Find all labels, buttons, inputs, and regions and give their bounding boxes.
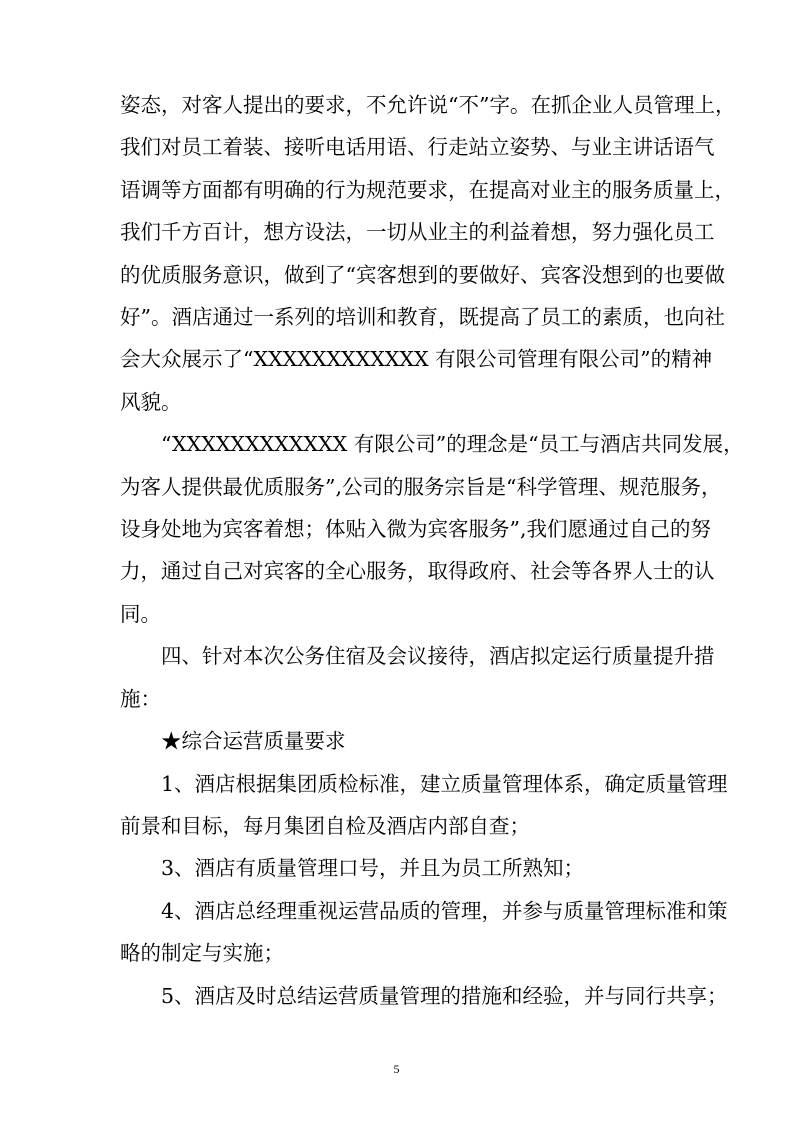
section-heading-quality-measures: [120, 635, 715, 720]
subheading-operations-quality: [120, 720, 676, 762]
paragraph-company-philosophy: [120, 423, 744, 635]
text-line: 的优质服务意识，做到了“宾客想到的要做好、宾客没想到的也要做: [120, 262, 725, 287]
text-line: 会大众展示了“XXXXXXXXXXXX 有限公司管理有限公司”的精神: [120, 347, 713, 372]
list-item-3: [120, 847, 676, 889]
text-line: 略的制定与实施；: [120, 941, 284, 966]
text-line: 5、酒店及时总结运营质量管理的措施和经验，并与同行共享；: [161, 983, 728, 1008]
text-line: 设身处地为宾客着想；体贴入微为宾客服务”,我们愿通过自己的努: [120, 517, 711, 542]
text-line: 我们对员工着装、接听电话用语、行走站立姿势、与业主讲话语气: [120, 135, 715, 160]
text-line: 好”。酒店通过一系列的培训和教育，既提高了员工的素质，也向社: [120, 305, 725, 330]
text-line: 力，通过自己对宾客的全心服务，取得政府、社会等各界人士的认: [120, 559, 715, 584]
text-line: 1、酒店根据集团质检标准，建立质量管理体系，确定质量管理: [161, 771, 728, 796]
list-item-1: [120, 763, 728, 848]
text-line: 四、针对本次公务住宿及会议接待，酒店拟定运行质量提升措: [161, 644, 715, 669]
text-line: 风貌。: [120, 389, 182, 414]
page-number: 5: [393, 1062, 400, 1076]
text-line: 施：: [120, 686, 161, 711]
text-line: 姿态，对客人提出的要求，不允许说“不”字。在抓企业人员管理上，: [120, 93, 736, 117]
text-line: 同。: [120, 601, 161, 626]
text-line: 前景和目标，每月集团自检及酒店内部自查；: [120, 813, 530, 838]
text-line: 语调等方面都有明确的行为规范要求，在提高对业主的服务质量上，: [120, 177, 735, 202]
text-line: 我们千方百计，想方设法，一切从业主的利益着想，努力强化员工: [120, 220, 715, 245]
list-item-4: [120, 890, 728, 975]
text-line: ★综合运营质量要求: [161, 729, 346, 754]
text-line: “XXXXXXXXXXXX 有限公司”的理念是“员工与酒店共同发展，: [161, 432, 744, 457]
paragraph-staff-management: [120, 84, 736, 423]
text-line: 4、酒店总经理重视运营品质的管理，并参与质量管理标准和策: [161, 898, 728, 923]
document-body: [120, 84, 744, 1017]
text-line: 3、酒店有质量管理口号，并且为员工所熟知；: [161, 856, 585, 881]
list-item-5: [120, 975, 728, 1017]
text-line: 为客人提供最优质服务”,公司的服务宗旨是“科学管理、规范服务，: [120, 474, 722, 499]
